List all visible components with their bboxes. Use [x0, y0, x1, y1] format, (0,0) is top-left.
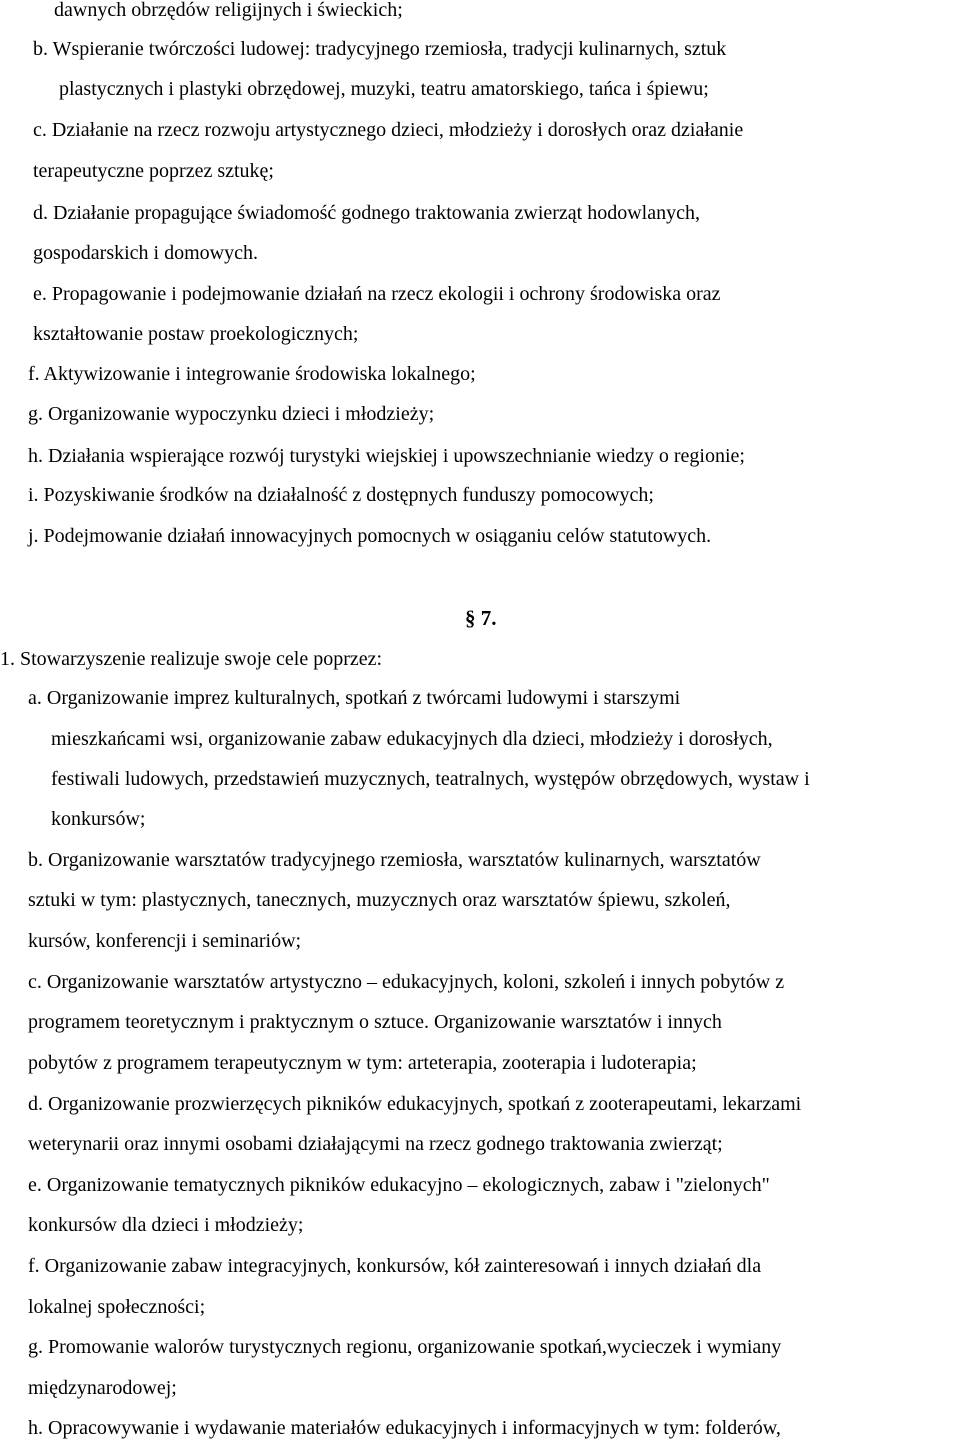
list-item-h: h. Opracowywanie i wydawanie materiałów edukacyjnych i informacyjnych w tym: folderów,: [28, 1417, 781, 1439]
text-line: konkursów;: [51, 808, 146, 830]
list-item-h: h. Działania wspierające rozwój turystyki wiejskiej i upowszechnianie wiedzy o regionie;: [28, 445, 745, 467]
list-item-i: i. Pozyskiwanie środków na działalność z dostępnych funduszy pomocowych;: [28, 484, 654, 506]
list-item-j: j. Podejmowanie działań innowacyjnych pomocnych w osiąganiu celów statutowych.: [28, 525, 712, 547]
text-line: festiwali ludowych, przedstawień muzycznych, teatralnych, występów obrzędowych, wystaw i: [51, 768, 810, 790]
text-line: dawnych obrzędów religijnych i świeckich;: [54, 0, 403, 21]
text-line: terapeutyczne poprzez sztukę;: [33, 160, 274, 182]
list-item-b: b. Organizowanie warsztatów tradycyjnego rzemiosła, warsztatów kulinarnych, warsztatów: [28, 849, 761, 871]
text-line: plastycznych i plastyki obrzędowej, muzyki, teatru amatorskiego, tańca i śpiewu;: [59, 78, 709, 100]
list-item-a: a. Organizowanie imprez kulturalnych, spotkań z twórcami ludowymi i starszymi: [28, 687, 681, 709]
text-line: międzynarodowej;: [28, 1377, 177, 1399]
text-line: gospodarskich i domowych.: [33, 242, 258, 264]
list-item-f: f. Aktywizowanie i integrowanie środowiska lokalnego;: [28, 363, 476, 385]
list-item-e: e. Propagowanie i podejmowanie działań na rzecz ekologii i ochrony środowiska oraz: [33, 283, 721, 305]
list-item-f: f. Organizowanie zabaw integracyjnych, konkursów, kół zainteresowań i innych działań dla: [28, 1255, 762, 1277]
text-line: mieszkańcami wsi, organizowanie zabaw edukacyjnych dla dzieci, młodzieży i dorosłych,: [51, 728, 773, 750]
list-item-d: d. Organizowanie prozwierzęcych pikników edukacyjnych, spotkań z zooterapeutami, lekarzami: [28, 1093, 802, 1115]
text-line: sztuki w tym: plastycznych, tanecznych, muzycznych oraz warsztatów śpiewu, szkoleń,: [28, 889, 731, 911]
section-heading: § 7.: [465, 606, 497, 630]
list-item-c: c. Działanie na rzecz rozwoju artystycznego dzieci, młodzieży i dorosłych oraz działanie: [33, 119, 744, 141]
text-line: programem teoretycznym i praktycznym o sztuce. Organizowanie warsztatów i innych: [28, 1011, 722, 1033]
list-item-e: e. Organizowanie tematycznych pikników edukacyjno – ekologicznych, zabaw i "zielonych": [28, 1174, 770, 1196]
list-item-g: g. Organizowanie wypoczynku dzieci i młodzieży;: [28, 403, 435, 425]
list-item-d: d. Działanie propagujące świadomość godnego traktowania zwierząt hodowlanych,: [33, 202, 700, 224]
text-line: pobytów z programem terapeutycznym w tym: arteterapia, zooterapia i ludoterapia;: [28, 1052, 697, 1074]
list-item-c: c. Organizowanie warsztatów artystyczno – edukacyjnych, koloni, szkoleń i innych pobytów z: [28, 971, 785, 993]
text-line: konkursów dla dzieci i młodzieży;: [28, 1214, 304, 1236]
text-line: kształtowanie postaw proekologicznych;: [33, 323, 359, 345]
text-line: weterynarii oraz innymi osobami działającymi na rzecz godnego traktowania zwierząt;: [28, 1133, 723, 1155]
text-line: lokalnej społeczności;: [28, 1296, 206, 1318]
list-item-g: g. Promowanie walorów turystycznych regionu, organizowanie spotkań,wycieczek i wymiany: [28, 1336, 782, 1358]
list-item-b: b. Wspieranie twórczości ludowej: tradycyjnego rzemiosła, tradycji kulinarnych, sztuk: [33, 38, 727, 60]
paragraph-1: 1. Stowarzyszenie realizuje swoje cele poprzez:: [0, 648, 383, 670]
text-line: kursów, konferencji i seminariów;: [28, 930, 302, 952]
